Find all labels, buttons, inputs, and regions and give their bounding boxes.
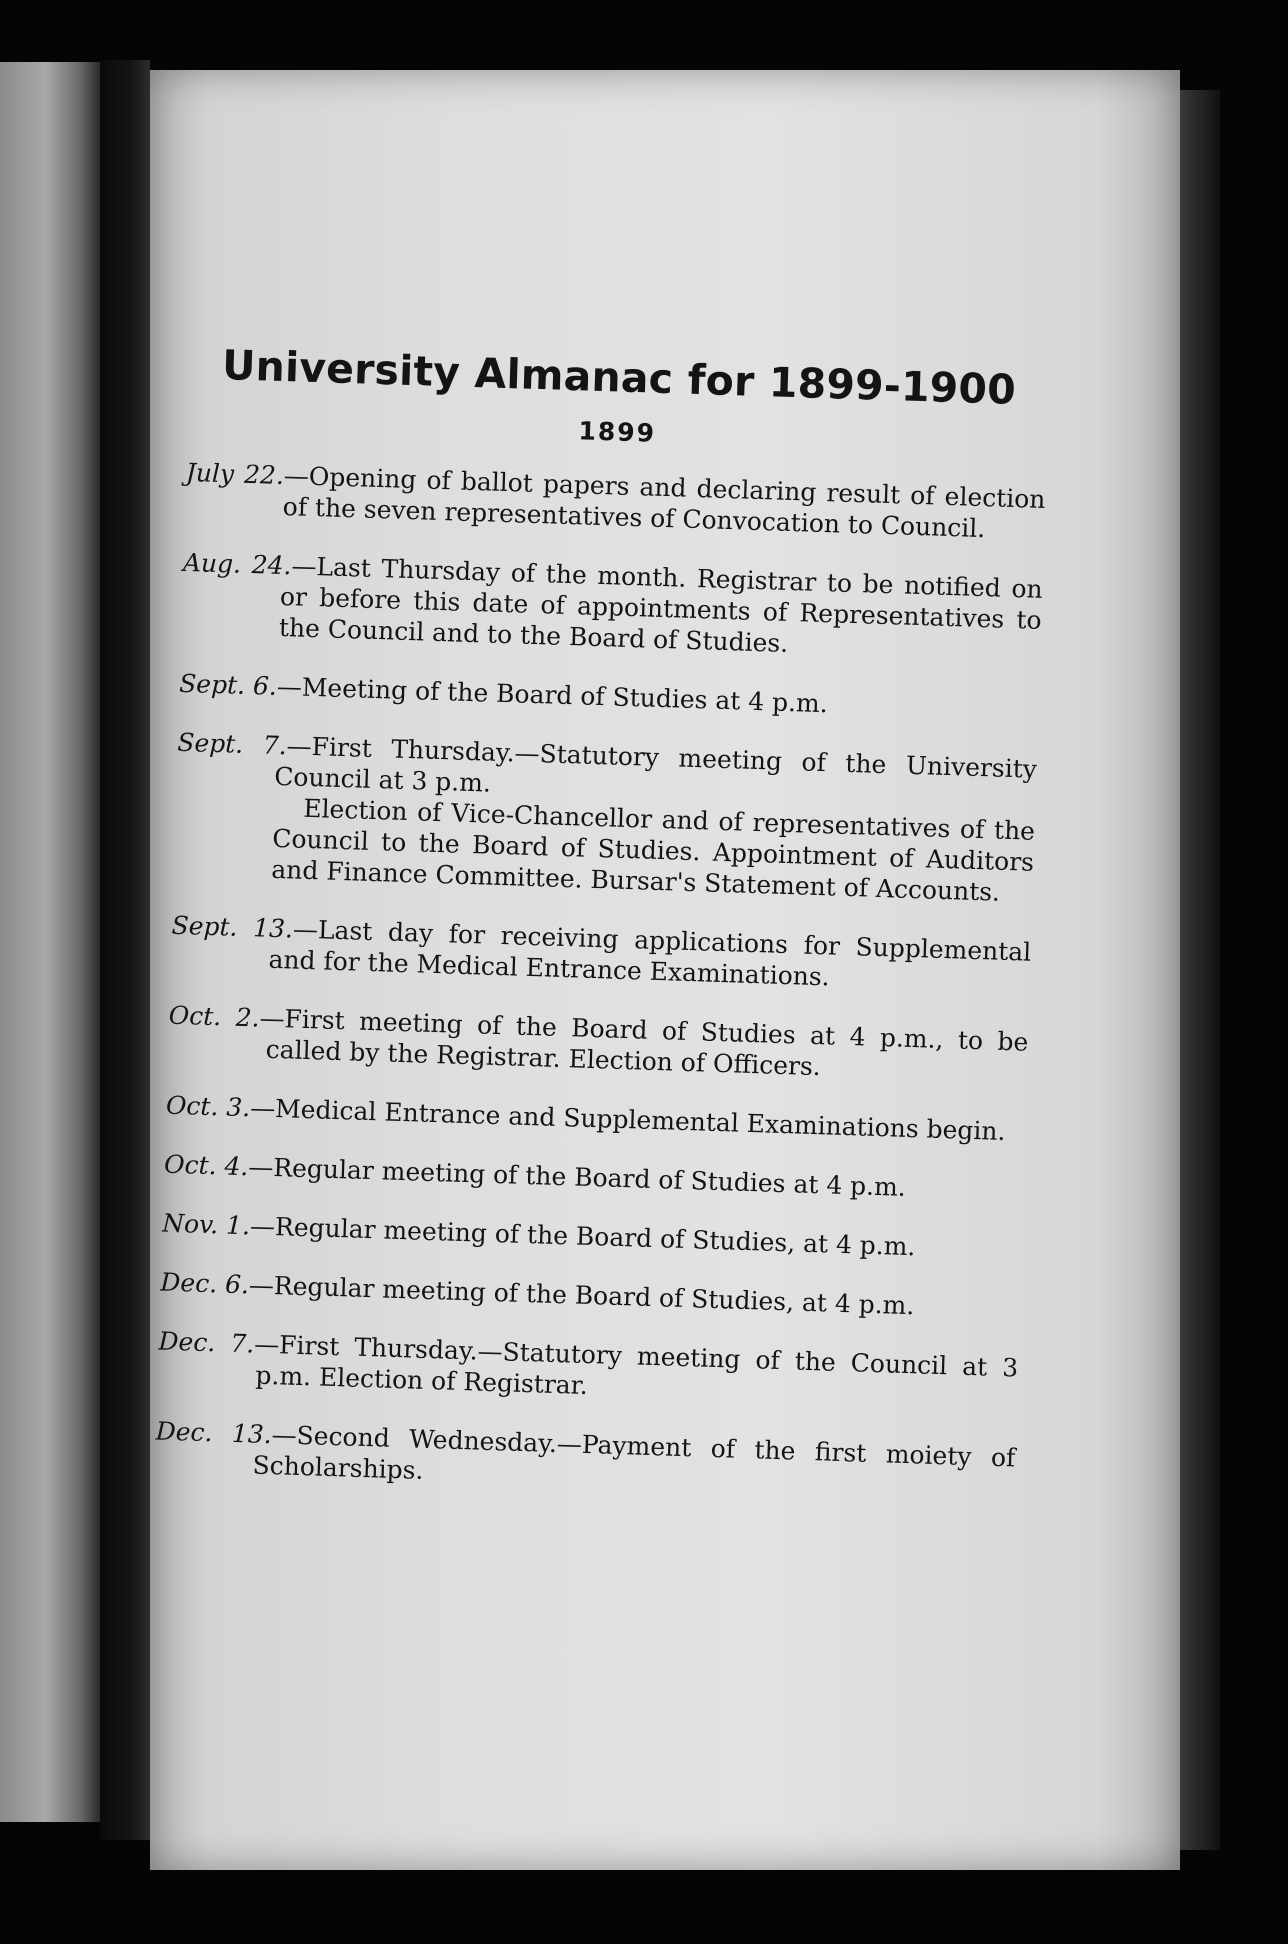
book-binding [100, 60, 150, 1840]
year-heading: 1899 [578, 416, 657, 448]
entry-text: —Regular meeting of the Board of Studies at 4 p.m. [247, 1152, 907, 1202]
entry-date: July 22. [185, 457, 285, 491]
entry-date: Oct. 2. [168, 1000, 261, 1033]
almanac-entry [157, 1326, 1019, 1415]
entry-text: —First Thursday.—Statutory meeting of the Council at 3 p.m. Election of Registrar. [253, 1329, 1019, 1401]
entry-text-continued: Election of Vice-Chancellor and of representatives of the Council to the Board of Studies. Appointment of Auditors and Finance Committee. Bursar's Statement of Accounts. [270, 793, 1036, 907]
entry-text: —Last Thursday of the month. Registrar to be notified on or before this date of appointments of Representatives to the Council and to the Board of Studies. [278, 551, 1044, 658]
entry-text: —First meeting of the Board of Studies at 4 p.m., to be called by the Registrar. Election of Officers. [259, 1003, 1029, 1082]
almanac-entry [164, 1149, 1025, 1207]
entry-date: Sept. 13. [171, 910, 294, 944]
almanac-entry [154, 1415, 1016, 1504]
facing-page-edge [0, 62, 100, 1822]
entry-text: —Regular meeting of the Board of Studies, at 4 p.m. [248, 1270, 915, 1321]
entry-text: —Opening of ballot papers and declaring result of election of the seven representatives of Convocation to Council. [282, 461, 1046, 544]
almanac-entry [173, 727, 1037, 909]
entry-date: Oct. 3. [165, 1090, 251, 1123]
almanac-entry [165, 1090, 1026, 1148]
page-content [153, 340, 1049, 1532]
page-edge-shadow [1180, 90, 1220, 1850]
page-title: University Almanac for 1899-1900 [221, 341, 1017, 414]
almanac-entry [181, 547, 1043, 667]
entry-date: Oct. 4. [163, 1149, 249, 1182]
almanac-entry [167, 1000, 1029, 1089]
almanac-entry [162, 1208, 1023, 1266]
entry-date: Sept. 6. [178, 668, 278, 701]
entry-date: Dec. 13. [155, 1416, 273, 1450]
entry-text: —Last day for receiving applications for Supplemental and for the Medical Entrance Examinations. [268, 914, 1032, 992]
almanac-entry [179, 668, 1040, 726]
entry-date: Nov. 1. [161, 1208, 251, 1241]
entry-date: Aug. 24. [182, 547, 292, 581]
entry-text: —Medical Entrance and Supplemental Examinations begin. [249, 1093, 1006, 1146]
entry-text: —Regular meeting of the Board of Studies, at 4 p.m. [249, 1211, 916, 1262]
entry-text: —Meeting of the Board of Studies at 4 p.m. [276, 671, 829, 719]
almanac-entry [184, 457, 1046, 546]
entry-date: Sept. 7. [176, 727, 288, 761]
entry-text: —Second Wednesday.—Payment of the first moiety of Scholarships. [252, 1420, 1016, 1485]
entry-date: Dec. 6. [159, 1267, 250, 1300]
entry-date: Dec. 7. [158, 1326, 255, 1359]
entry-text: —First Thursday.—Statutory meeting of the University Council at 3 p.m. [273, 731, 1038, 798]
almanac-entry [160, 1267, 1021, 1325]
almanac-entry [170, 910, 1032, 999]
